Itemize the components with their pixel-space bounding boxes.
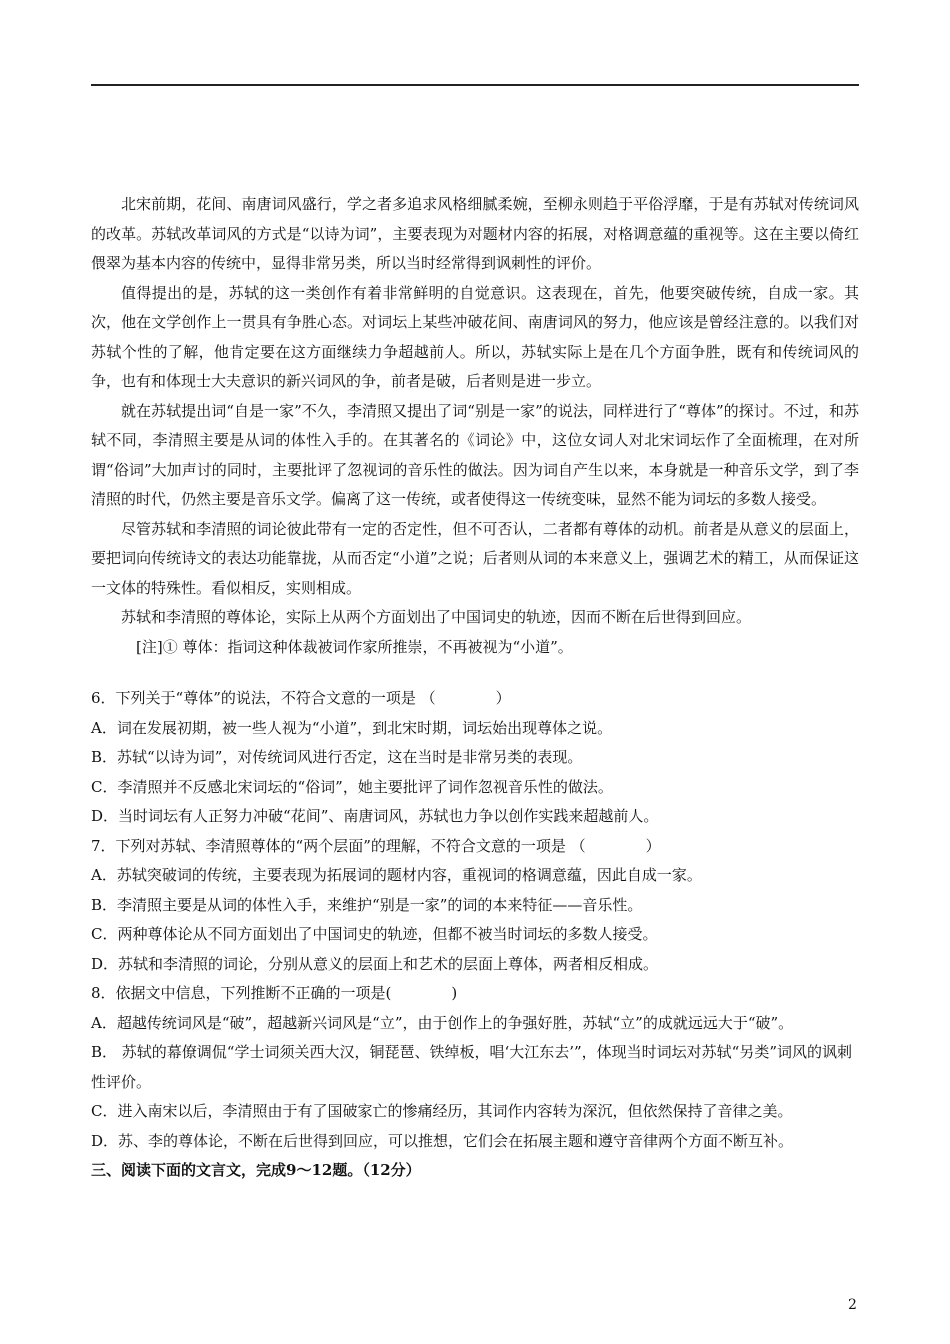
question-8-option-b: B． 苏轼的幕僚调侃“学士词须关西大汉，铜琵琶、铁绰板，唱‘大江东去’”，体现当时词坛对苏轼“另类”词风的讽刺性评价。 (91, 1043, 853, 1091)
page-number: 2 (848, 1297, 857, 1313)
question-7-close: ） (645, 836, 661, 855)
page-content (91, 190, 859, 1186)
question-6-option-c: C．李清照并不反感北宋词坛的“俗词”，她主要批评了词作忽视音乐性的做法。 (91, 777, 613, 796)
question-7-option-b: B．李清照主要是从词的体性入手，来维护“别是一家”的词的本来特征——音乐性。 (91, 895, 643, 914)
question-8-option-d: D．苏、李的尊体论，不断在后世得到回应，可以推想，它们会在拓展主题和遵守音律两个方面不断互补。 (91, 1131, 794, 1150)
question-7-stem (91, 832, 859, 862)
passage-paragraph-4: 尽管苏轼和李清照的词论彼此带有一定的否定性，但不可否认，二者都有尊体的动机。前者是从意义的层面上，要把词向传统诗文的表达功能靠拢，从而否定“小道”之说；后者则从词的本来意义上，强调艺术的精工，从而保证这一文体的特殊性。看似相反，实则相成。 (91, 519, 859, 597)
passage-paragraph-2: 值得提出的是，苏轼的这一类创作有着非常鲜明的自觉意识。这表现在，首先，他要突破传统，自成一家。其次，他在文学创作上一贯具有争胜心态。对词坛上某些冲破花间、南唐词风的努力，他应该是曾经注意的。以我们对苏轼个性的了解，他肯定要在这方面继续力争超越前人。所以，苏轼实际上是在几个方面争胜，既有和传统词风的争，也有和体现士大夫意识的新兴词风的争，前者是破，后者则是进一步立。 (91, 283, 859, 390)
question-6-option-b: B．苏轼“以诗为词”，对传统词风进行否定，这在当时是非常另类的表现。 (91, 748, 583, 766)
passage-paragraph-5: 苏轼和李清照的尊体论，实际上从两个方面划出了中国词史的轨迹，因而不断在后世得到回应。 (121, 608, 752, 626)
footnote: [注]① 尊体：指词这种体裁被词作家所推崇，不再被视为“小道”。 (136, 637, 573, 656)
question-6-close: ） (495, 689, 511, 707)
question-7-option-d: D．苏轼和李清照的词论，分别从意义的层面上和艺术的层面上尊体，两者相反相成。 (91, 954, 659, 973)
question-6-option-d: D．当时词坛有人正努力冲破“花间”、南唐词风，苏轼也力争以创作实践来超越前人。 (91, 807, 659, 825)
question-6-option-a: A．词在发展初期，被一些人视为“小道”，到北宋时期，词坛始出现尊体之说。 (91, 718, 613, 737)
question-8-option-c: C．进入南宋以后，李清照由于有了国破家亡的惨痛经历，其词作内容转为深沉，但依然保持了音律之美。 (91, 1102, 793, 1120)
question-8-option-a: A．超越传统词风是“破”，超越新兴词风是“立”，由于创作上的争强好胜，苏轼“立”的成就远远大于“破”。 (91, 1013, 794, 1032)
passage-paragraph-3: 就在苏轼提出词“自是一家”不久，李清照又提出了词“别是一家”的说法，同样进行了“尊体”的探讨。不过，和苏轼不同，李清照主要是从词的体性入手的。在其著名的《词论》中，这位女词人对北宋词坛作了全面梳理，在对所谓“俗词”大加声讨的同时，主要批评了忽视词的音乐性的做法。因为词自产生以来，本身就是一种音乐文学，到了李清照的时代，仍然主要是音乐文学。偏离了这一传统，或者使得这一传统变味，显然不能为词坛的多数人接受。 (91, 401, 859, 508)
question-8-text: 8．依据文中信息，下列推断不正确的一项是( (91, 984, 392, 1002)
spacer (91, 662, 859, 684)
question-6-stem (91, 684, 859, 714)
question-8-close: ) (451, 984, 458, 1002)
passage-paragraph-1: 北宋前期，花间、南唐词风盛行，学之者多追求风格细腻柔婉，至柳永则趋于平俗浮靡，于是有苏轼对传统词风的改革。苏轼改革词风的方式是“以诗为词”，主要表现为对题材内容的拓展，对格调意蕴的重视等。这在主要以倚红偎翠为基本内容的传统中，显得非常另类，所以当时经常得到讽刺性的评价。 (91, 195, 859, 272)
header-rule (91, 84, 859, 86)
question-6-text: 6．下列关于“尊体”的说法，不符合文意的一项是 （ (91, 689, 436, 707)
section-heading: 三、阅读下面的文言文，完成9～12题。（12分） (91, 1161, 421, 1179)
question-7-text: 7．下列对苏轼、李清照尊体的“两个层面”的理解，不符合文意的一项是 （ (91, 836, 586, 855)
question-8-stem (91, 979, 859, 1009)
question-7-option-c: C．两种尊体论从不同方面划出了中国词史的轨迹，但都不被当时词坛的多数人接受。 (91, 925, 658, 943)
question-7-option-a: A．苏轼突破词的传统，主要表现为拓展词的题材内容，重视词的格调意蕴，因此自成一家。 (91, 866, 702, 884)
